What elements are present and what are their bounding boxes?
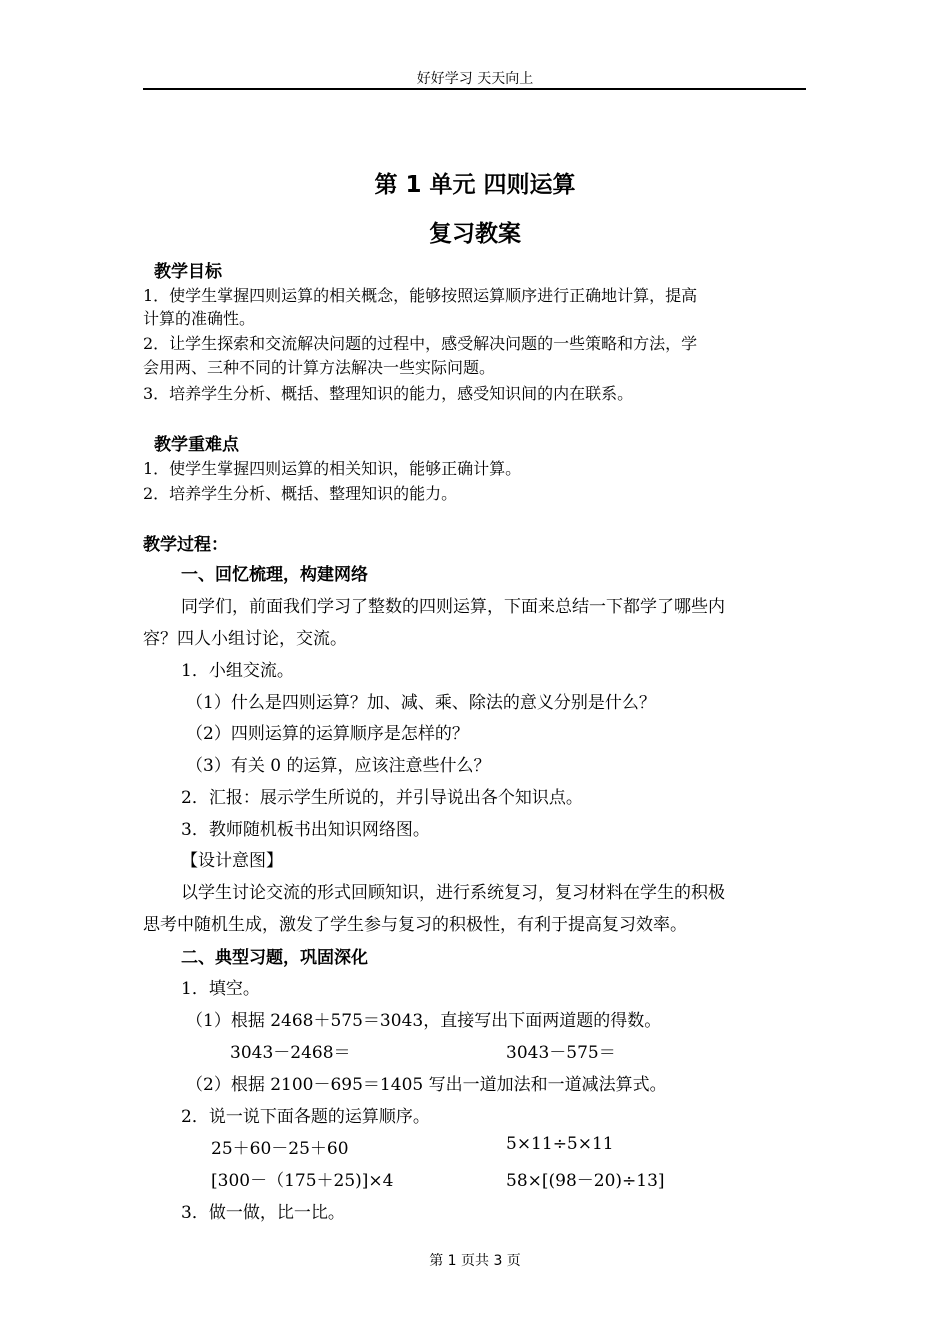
section1-question: （1）什么是四则运算？加、减、乘、除法的意义分别是什么？ <box>186 693 656 713</box>
exercise-subitem: （1）根据 2468＋575＝3043，直接写出下面两道题的得数。 <box>186 1011 662 1031</box>
page-footer: 第 1 页共 3 页 <box>429 1253 521 1269</box>
equation: 25＋60－25＋60 <box>211 1139 349 1159</box>
goals-heading: 教学目标 <box>154 262 222 282</box>
design-intent-text: 以学生讨论交流的形式回顾知识，进行系统复习，复习材料在学生的积极 <box>181 883 725 903</box>
unit-title: 第 1 单元 四则运算 <box>374 172 576 198</box>
equation: 5×11÷5×11 <box>506 1134 614 1154</box>
exercise-item: 2．说一说下面各题的运算顺序。 <box>181 1107 430 1127</box>
key-point-line: 2．培养学生分析、概括、整理知识的能力。 <box>143 484 458 503</box>
section1-step: 1．小组交流。 <box>181 661 294 681</box>
section1-step: 3．教师随机板书出知识网络图。 <box>181 820 430 840</box>
page-header: 好好学习 天天向上 <box>416 71 534 87</box>
goal-line: 计算的准确性。 <box>143 309 256 328</box>
section1-step: 2．汇报：展示学生所说的，并引导说出各个知识点。 <box>181 788 583 808</box>
goal-line: 2．让学生探索和交流解决问题的过程中，感受解决问题的一些策略和方法，学 <box>143 334 698 353</box>
exercise-item: 3．做一做，比一比。 <box>181 1203 345 1223</box>
section1-question: （2）四则运算的运算顺序是怎样的？ <box>186 724 469 744</box>
goal-line: 1．使学生掌握四则运算的相关概念，能够按照运算顺序进行正确地计算，提高 <box>143 286 698 305</box>
section1-question: （3）有关 0 的运算，应该注意些什么？ <box>186 756 491 776</box>
section1-heading: 一、回忆梳理，构建网络 <box>181 565 368 585</box>
equation: 3043－575＝ <box>506 1043 616 1063</box>
process-heading: 教学过程： <box>143 535 228 555</box>
section2-heading: 二、典型习题，巩固深化 <box>181 948 368 968</box>
exercise-item: 1．填空。 <box>181 979 260 999</box>
goal-line: 会用两、三种不同的计算方法解决一些实际问题。 <box>143 358 496 377</box>
design-intent-label: 【设计意图】 <box>181 851 283 871</box>
equation: [300－（175＋25)]×4 <box>211 1171 394 1191</box>
exercise-subitem: （2）根据 2100－695＝1405 写出一道加法和一道减法算式。 <box>186 1075 667 1095</box>
doc-subtitle: 复习教案 <box>429 221 521 247</box>
goal-line: 3．培养学生分析、概括、整理知识的能力，感受知识间的内在联系。 <box>143 384 634 403</box>
design-intent-text: 思考中随机生成，激发了学生参与复习的积极性，有利于提高复习效率。 <box>143 915 687 935</box>
equation: 58×[(98－20)÷13] <box>506 1171 665 1191</box>
key-points-heading: 教学重难点 <box>154 435 239 455</box>
equation: 3043－2468＝ <box>230 1043 351 1063</box>
section1-intro: 容？四人小组讨论，交流。 <box>143 629 347 649</box>
key-point-line: 1．使学生掌握四则运算的相关知识，能够正确计算。 <box>143 459 522 478</box>
section1-intro: 同学们，前面我们学习了整数的四则运算，下面来总结一下都学了哪些内 <box>181 597 725 617</box>
header-rule <box>143 88 806 90</box>
